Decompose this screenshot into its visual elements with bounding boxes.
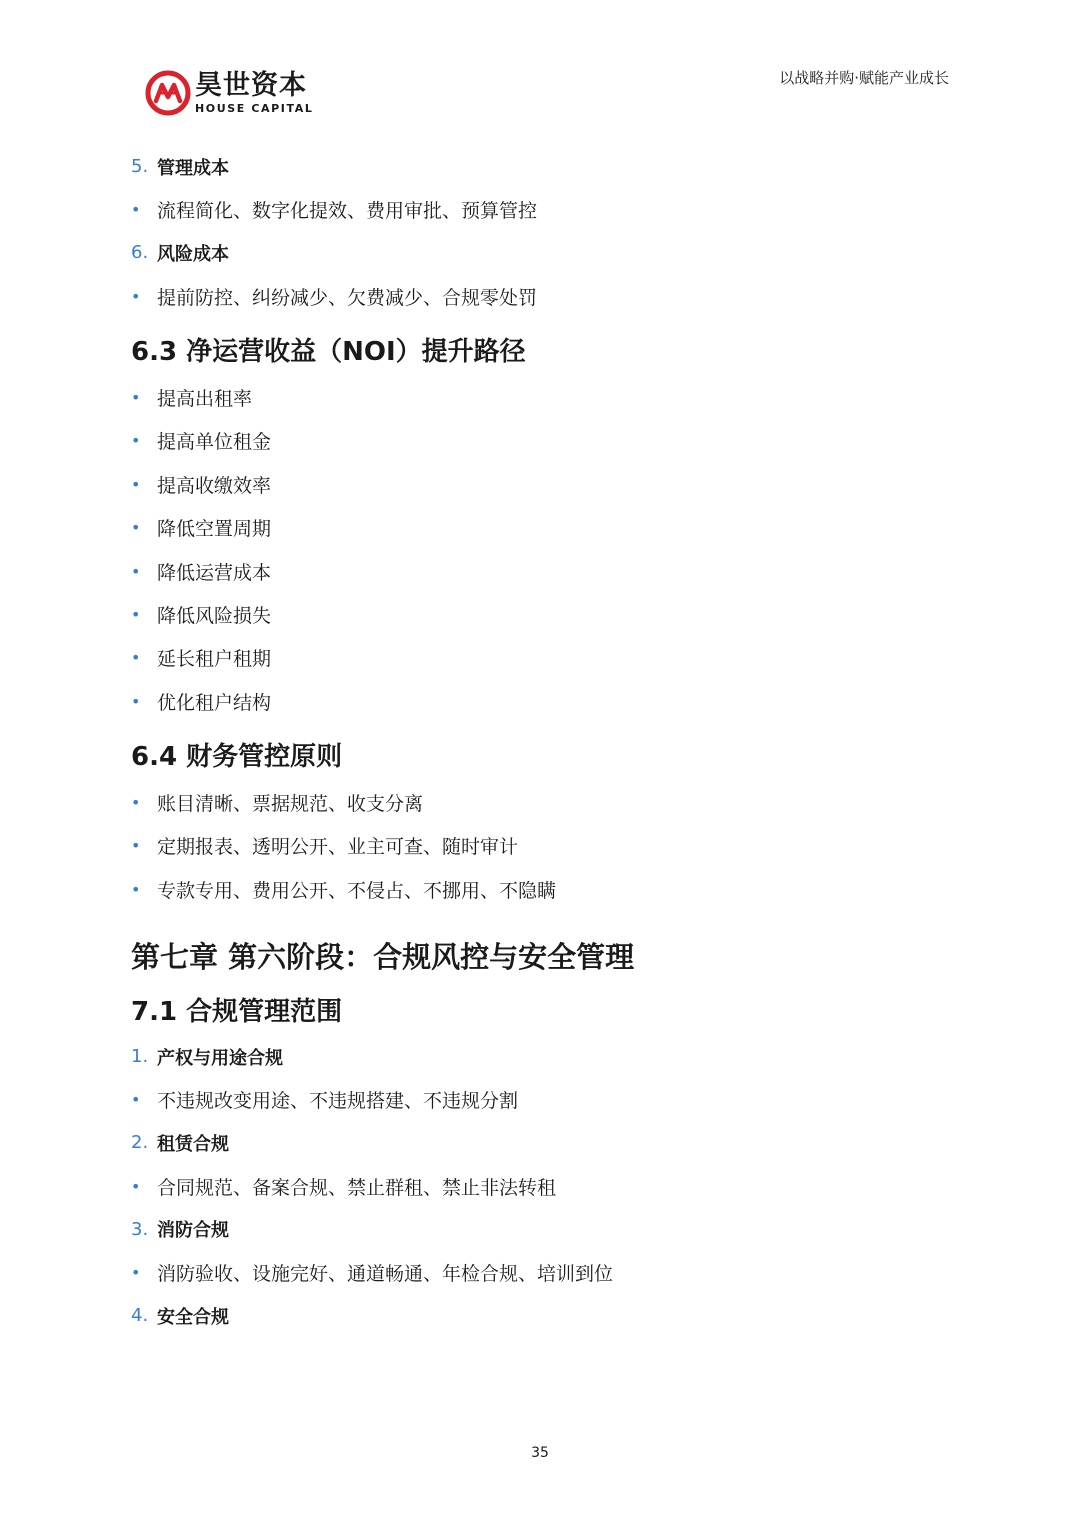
bullet-icon: •	[131, 561, 141, 581]
bullet-list-item	[131, 506, 951, 549]
bullet-icon: •	[131, 836, 141, 856]
bullet-text: 专款专用、费用公开、不侵占、不挪用、不隐瞒	[157, 879, 557, 902]
bullet-text: 延长租户租期	[157, 648, 272, 671]
company-logo	[145, 70, 313, 116]
bullet-icon: •	[131, 286, 141, 306]
list-number: 2.	[131, 1132, 149, 1154]
logo-chinese-name: 昊世资本	[195, 70, 307, 101]
numbered-heading-label: 产权与用途合规	[157, 1047, 283, 1069]
bullet-list-item	[131, 824, 951, 867]
header-slogan: 以战略并购·赋能产业成长	[779, 69, 949, 87]
bullet-list-item	[131, 868, 951, 911]
bullet-list-item	[131, 376, 951, 419]
bullet-list-item	[131, 593, 951, 636]
list-number: 4.	[131, 1305, 149, 1327]
bullet-icon: •	[131, 387, 141, 407]
bullet-icon: •	[131, 200, 141, 220]
logo-english-name: HOUSE CAPITAL	[195, 102, 314, 115]
bullet-list-item	[131, 188, 951, 231]
bullet-list-item	[131, 549, 951, 592]
bullet-text: 不违规改变用途、不违规搭建、不违规分割	[157, 1090, 519, 1113]
document-body	[131, 145, 951, 1337]
bullet-icon: •	[131, 604, 141, 624]
numbered-heading	[131, 1121, 951, 1164]
bullet-icon: •	[131, 691, 141, 711]
numbered-heading-label: 管理成本	[157, 157, 229, 179]
bullet-text: 降低风险损失	[157, 604, 272, 627]
list-number: 6.	[131, 242, 149, 264]
bullet-list-item	[131, 1078, 951, 1121]
bullet-text: 降低运营成本	[157, 561, 272, 584]
numbered-heading-label: 消防合规	[157, 1220, 229, 1242]
bullet-text: 提高出租率	[157, 387, 253, 410]
bullet-list-item	[131, 419, 951, 462]
numbered-heading-label: 安全合规	[157, 1306, 229, 1328]
page-number: 35	[531, 1445, 549, 1461]
bullet-text: 流程简化、数字化提效、费用审批、预算管控	[157, 200, 538, 223]
bullet-icon: •	[131, 648, 141, 668]
section-heading: 6.4 财务管控原则	[131, 742, 343, 773]
bullet-text: 降低空置周期	[157, 518, 272, 541]
bullet-list-item	[131, 1251, 951, 1294]
bullet-icon: •	[131, 474, 141, 494]
chapter-heading: 第七章 第六阶段：合规风控与安全管理	[131, 939, 635, 974]
bullet-icon: •	[131, 1176, 141, 1196]
numbered-heading-label: 租赁合规	[157, 1133, 229, 1155]
bullet-text: 消防验收、设施完好、通道畅通、年检合规、培训到位	[157, 1263, 614, 1286]
bullet-list-item	[131, 781, 951, 824]
numbered-heading	[131, 145, 951, 188]
bullet-text: 定期报表、透明公开、业主可查、随时审计	[157, 836, 519, 859]
bullet-icon: •	[131, 431, 141, 451]
numbered-heading	[131, 1294, 951, 1337]
bullet-icon: •	[131, 1090, 141, 1110]
bullet-text: 合同规范、备案合规、禁止群租、禁止非法转租	[157, 1176, 557, 1199]
bullet-icon: •	[131, 1263, 141, 1283]
bullet-text: 提前防控、纠纷减少、欠费减少、合规零处罚	[157, 286, 538, 309]
section-heading: 6.3 净运营收益（NOI）提升路径	[131, 337, 526, 368]
bullet-icon: •	[131, 518, 141, 538]
bullet-list-item	[131, 680, 951, 723]
bullet-list-item	[131, 463, 951, 506]
bullet-text: 优化租户结构	[157, 691, 272, 714]
logo-mark-icon	[145, 70, 191, 116]
numbered-heading	[131, 231, 951, 274]
bullet-list-item	[131, 636, 951, 679]
bullet-icon: •	[131, 879, 141, 899]
bullet-text: 账目清晰、票据规范、收支分离	[157, 793, 424, 816]
bullet-icon: •	[131, 793, 141, 813]
list-number: 1.	[131, 1046, 149, 1068]
bullet-text: 提高单位租金	[157, 431, 272, 454]
section-heading: 7.1 合规管理范围	[131, 996, 343, 1027]
list-number: 3.	[131, 1218, 149, 1240]
bullet-list-item	[131, 274, 951, 317]
numbered-heading-label: 风险成本	[157, 243, 229, 265]
numbered-heading	[131, 1208, 951, 1251]
numbered-heading	[131, 1035, 951, 1078]
bullet-text: 提高收缴效率	[157, 474, 272, 497]
list-number: 5.	[131, 156, 149, 177]
bullet-list-item	[131, 1164, 951, 1207]
